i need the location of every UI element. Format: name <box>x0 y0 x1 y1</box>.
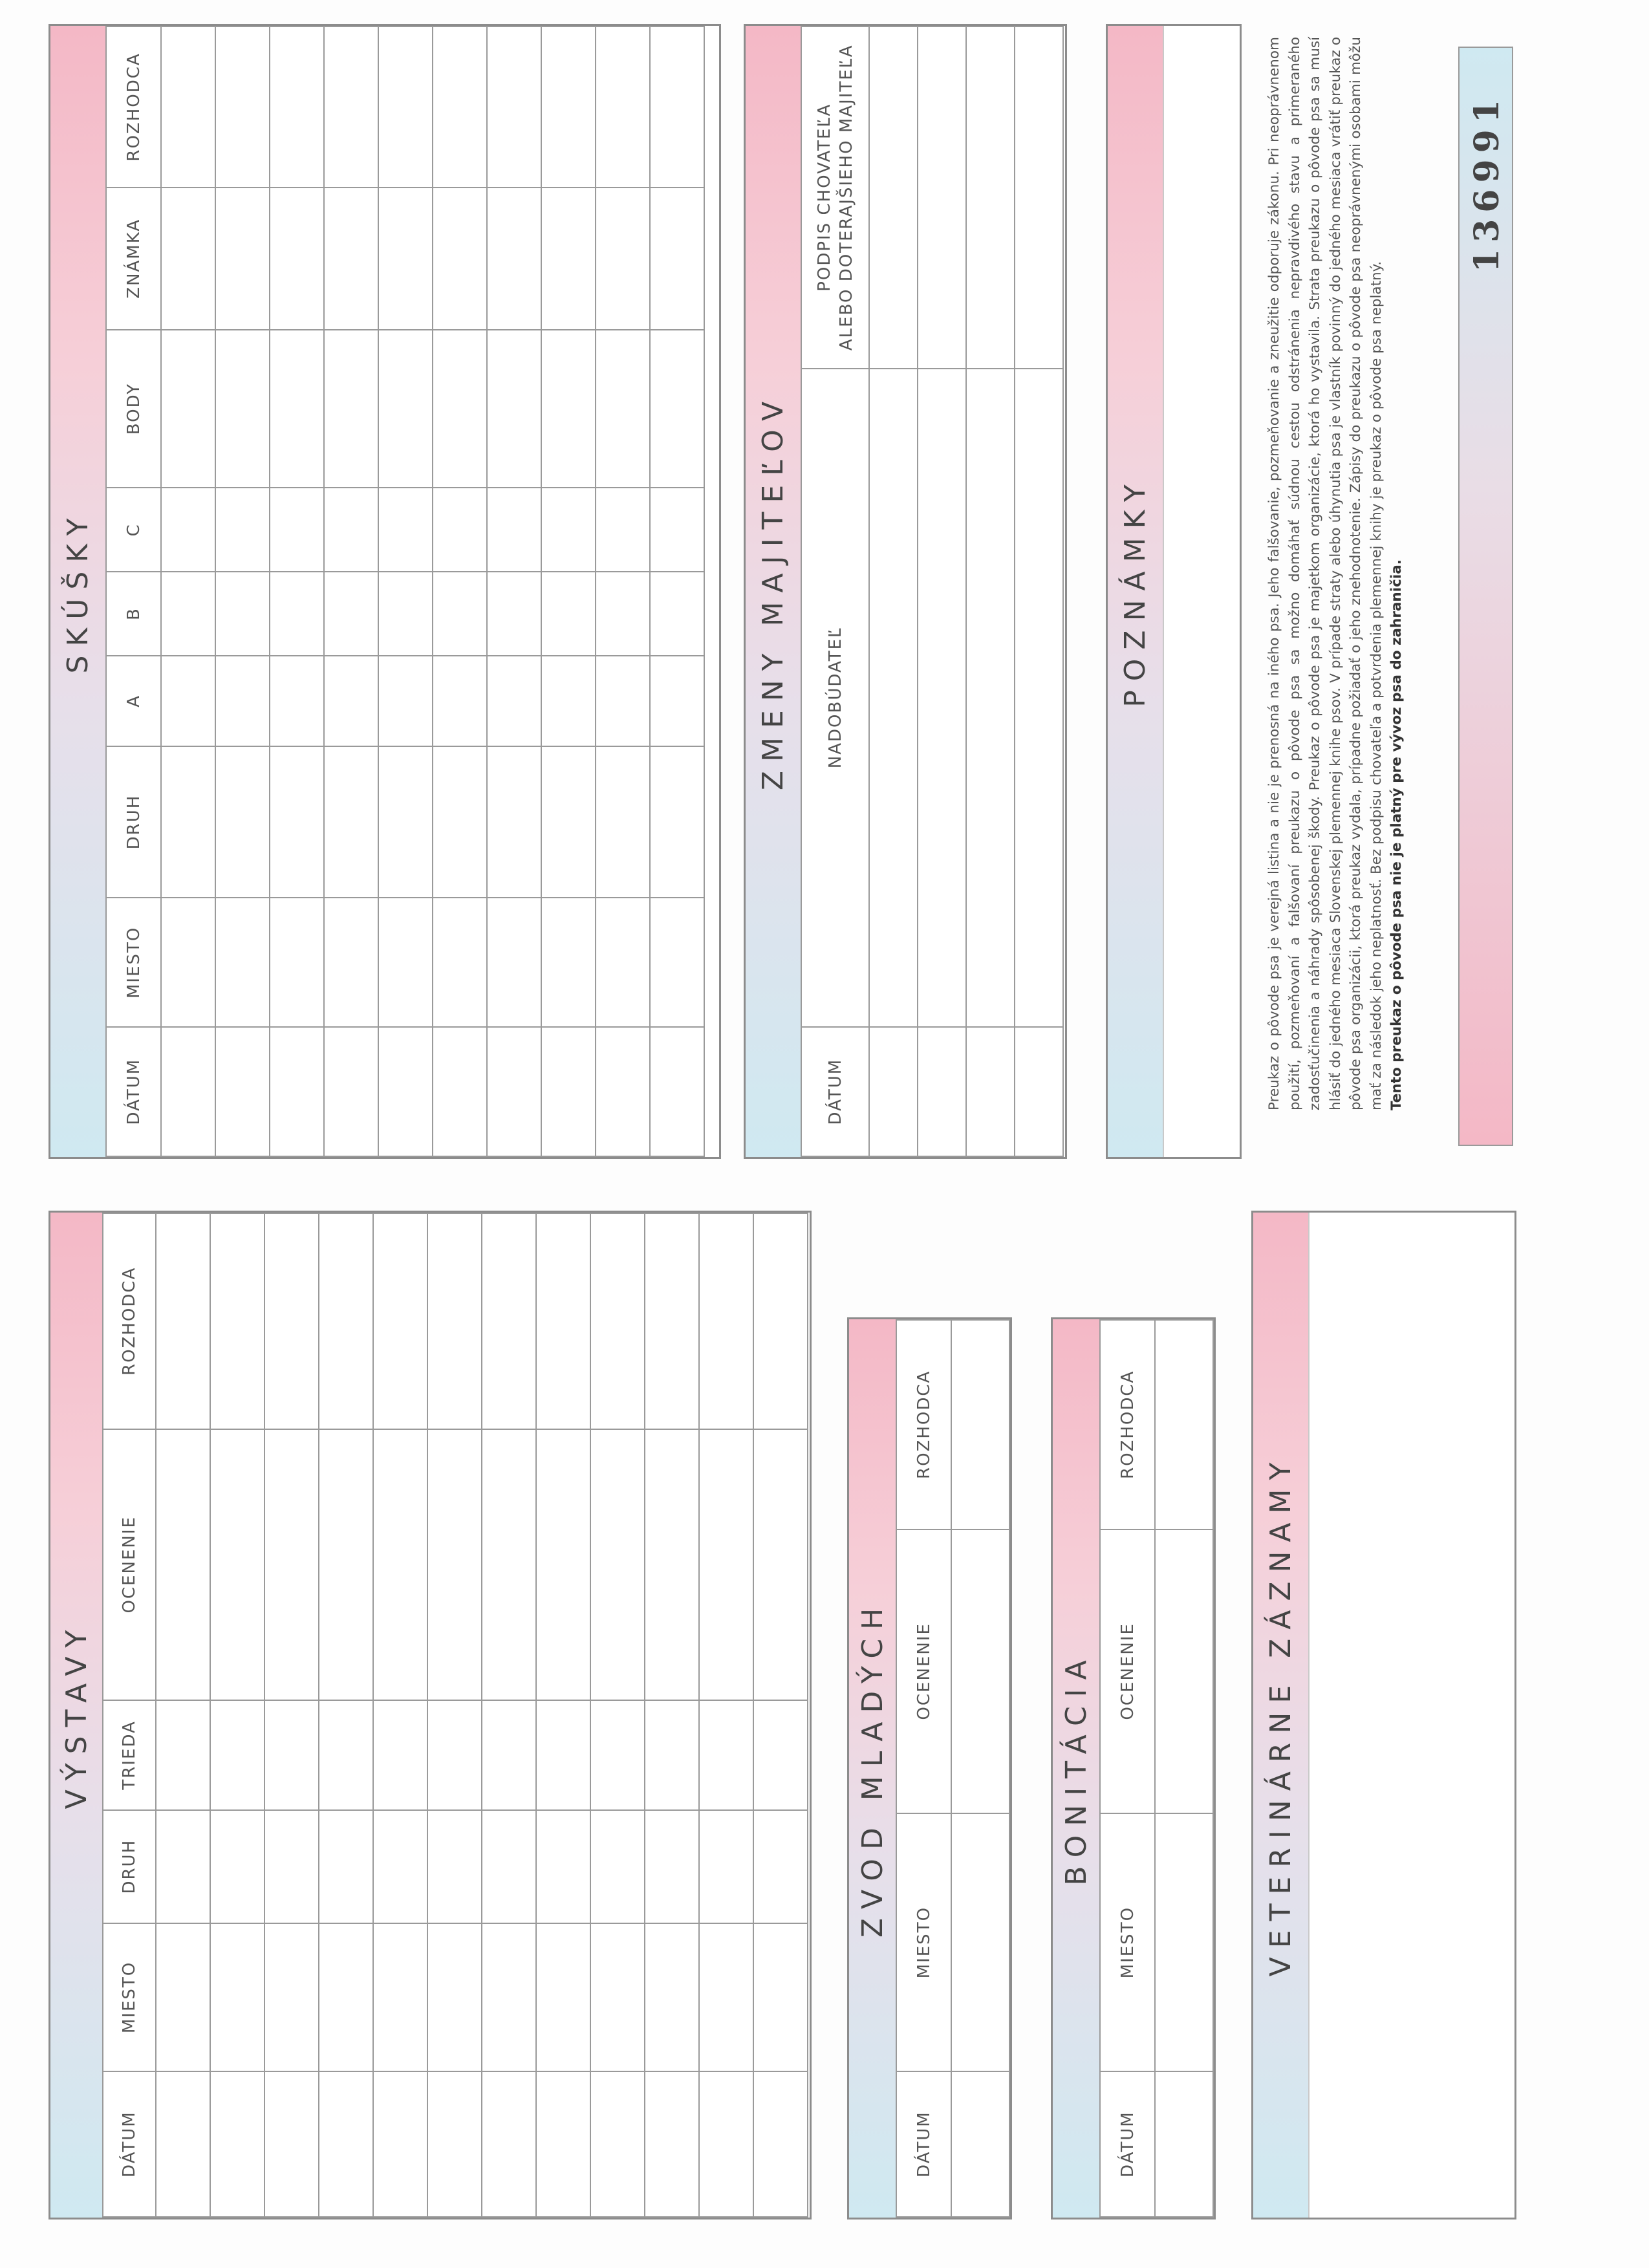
zmeny-row <box>869 27 918 1156</box>
vystavy-cell <box>210 2071 264 2217</box>
skusky-cell <box>378 1027 433 1156</box>
vystavy-row <box>427 1213 482 2217</box>
skusky-cell <box>596 1027 650 1156</box>
vystavy-cell <box>482 1700 536 1810</box>
skusky-cell <box>378 898 433 1027</box>
skusky-cell <box>161 572 215 656</box>
zvod-title: ZVOD MLADÝCH <box>856 1599 889 1938</box>
vystavy-cell <box>373 1213 427 1429</box>
zmeny-cell <box>966 1027 1015 1156</box>
skusky-cell <box>433 488 487 572</box>
zvod-section <box>847 1317 1012 2219</box>
skusky-cell <box>161 656 215 746</box>
vystavy-cell <box>536 1429 590 1700</box>
vystavy-row <box>699 1213 753 2217</box>
zmeny-cell <box>1015 369 1063 1028</box>
skusky-cell <box>487 27 541 188</box>
vystavy-cell <box>753 1213 808 1429</box>
veterinarne-section <box>1251 1211 1516 2219</box>
poznamky-title: POZNÁMKY <box>1119 475 1152 707</box>
vystavy-cell <box>699 1213 753 1429</box>
vystavy-cell <box>645 2071 699 2217</box>
skusky-cell <box>650 330 704 488</box>
vystavy-cell <box>210 1923 264 2072</box>
skusky-cell <box>541 330 596 488</box>
skusky-cell <box>487 488 541 572</box>
bonitacia-col-datum: DÁTUM <box>1100 2071 1155 2217</box>
vystavy-cell <box>645 1923 699 2072</box>
skusky-header-band <box>50 26 107 1157</box>
skusky-cell <box>270 488 324 572</box>
vystavy-cell <box>482 1429 536 1700</box>
skusky-col-rozhodca: ROZHODCA <box>106 27 161 188</box>
skusky-col-a: A <box>106 656 161 746</box>
vystavy-cell <box>590 1213 645 1429</box>
bonitacia-header-row <box>1100 1320 1155 2217</box>
vystavy-cell <box>753 2071 808 2217</box>
skusky-cell <box>324 488 378 572</box>
skusky-cell <box>487 330 541 488</box>
vystavy-col-miesto: MIESTO <box>103 1923 156 2072</box>
skusky-cell <box>161 898 215 1027</box>
vystavy-section <box>48 1211 812 2219</box>
skusky-cell <box>487 572 541 656</box>
skusky-cell <box>270 1027 324 1156</box>
veterinarne-header-band <box>1253 1213 1310 2218</box>
vystavy-row <box>373 1213 427 2217</box>
vystavy-cell <box>427 1213 482 1429</box>
skusky-row <box>378 27 433 1156</box>
vystavy-row <box>645 1213 699 2217</box>
skusky-col-b: B <box>106 572 161 656</box>
vystavy-cell <box>319 1213 373 1429</box>
skusky-row <box>541 27 596 1156</box>
skusky-cell <box>215 572 270 656</box>
bonitacia-row <box>1155 1320 1213 2217</box>
skusky-cell <box>596 572 650 656</box>
vystavy-title: VÝSTAVY <box>59 1621 93 1809</box>
serial-number: 136991 <box>1467 93 1507 273</box>
skusky-col-datum: DÁTUM <box>106 1027 161 1156</box>
vystavy-table <box>102 1213 808 2218</box>
serial-strip <box>1458 47 1513 1146</box>
skusky-row <box>596 27 650 1156</box>
bonitacia-table <box>1099 1319 1214 2218</box>
skusky-row <box>650 27 704 1156</box>
zmeny-row <box>1015 27 1063 1156</box>
skusky-cell <box>378 188 433 330</box>
vystavy-cell <box>156 2071 210 2217</box>
zvod-table <box>896 1319 1010 2218</box>
vystavy-cell <box>427 2071 482 2217</box>
poznamky-header-band <box>1108 26 1164 1157</box>
skusky-cell <box>270 27 324 188</box>
skusky-cell <box>650 656 704 746</box>
vystavy-row <box>156 1213 210 2217</box>
zmeny-cell <box>918 369 966 1028</box>
skusky-cell <box>378 27 433 188</box>
legal-notice <box>1264 37 1407 1110</box>
bonitacia-col-rozhodca: ROZHODCA <box>1100 1320 1155 1529</box>
skusky-cell <box>541 188 596 330</box>
vystavy-cell <box>427 1429 482 1700</box>
skusky-cell <box>596 330 650 488</box>
zmeny-col-nadobudatel: NADOBÚDATEĽ <box>801 369 869 1028</box>
skusky-cell <box>215 188 270 330</box>
zvod-col-miesto: MIESTO <box>896 1813 951 2071</box>
skusky-title: SKÚŠKY <box>61 509 94 674</box>
skusky-cell <box>650 1027 704 1156</box>
skusky-cell <box>324 746 378 898</box>
legal-text: Preukaz o pôvode psa je verejná listina a nie je prenosná na iného psa. Jeho falšovanie, pozmeňovanie a zneužitie odporuje zákonu. Pri neoprávnenom použití, pozmeňovaní a falšovaní preukazu o pôvode psa sa možno domáhať súdnou cestou odstránenia nepravdivého stavu a primeraného zadosťučinenia a náhrady spôsobenej škody. Preukaz o pôvode psa je majetkom organizácie, ktorá ho vystavila. Strata preukazu o pôvode psa sa musí hlásiť do jedného mesiaca Slovenskej plemennej knihe psov. V prípade straty alebo úhynutia psa je vlastník povinný do jedného mesiaca vrátiť preukaz o pôvode psa organizácii, ktorá preukaz vydala, prípadne požiadať o jeho znehodnotenie. Zápisy do preukazu o pôvode psa neoprávnenými osobami môžu mať za následok jeho neplatnosť. Bez podpisu chovateľa a potvrdenia plemennej knihy je preukaz o pôvode psa neplatný. <box>1266 37 1385 1110</box>
skusky-row <box>270 27 324 1156</box>
vystavy-cell <box>373 1700 427 1810</box>
vystavy-cell <box>536 1213 590 1429</box>
skusky-cell <box>324 898 378 1027</box>
skusky-cell <box>324 572 378 656</box>
skusky-cell <box>541 656 596 746</box>
vystavy-cell <box>482 1923 536 2072</box>
zvod-header-band <box>849 1319 897 2218</box>
vystavy-cell <box>590 2071 645 2217</box>
zmeny-table <box>801 26 1064 1157</box>
skusky-cell <box>541 572 596 656</box>
vystavy-cell <box>590 1923 645 2072</box>
vystavy-row <box>590 1213 645 2217</box>
zvod-row <box>951 1320 1009 2217</box>
skusky-cell <box>487 1027 541 1156</box>
zvod-header-row <box>896 1320 951 2217</box>
skusky-cell <box>270 572 324 656</box>
skusky-cell <box>215 330 270 488</box>
skusky-cell <box>378 746 433 898</box>
legal-bold-note: Tento preukaz o pôvode psa nie je platný pre vývoz psa do zahraničia. <box>1388 559 1405 1110</box>
bonitacia-col-miesto: MIESTO <box>1100 1813 1155 2071</box>
skusky-col-druh: DRUH <box>106 746 161 898</box>
zmeny-title: ZMENY MAJITEĽOV <box>757 392 790 791</box>
vystavy-cell <box>264 1700 319 1810</box>
skusky-cell <box>433 1027 487 1156</box>
skusky-cell <box>324 27 378 188</box>
skusky-cell <box>541 898 596 1027</box>
vystavy-header-band <box>50 1213 103 2218</box>
zmeny-cell <box>869 27 918 369</box>
poznamky-section <box>1106 24 1242 1159</box>
skusky-cell <box>487 656 541 746</box>
zmeny-cell <box>918 27 966 369</box>
zvod-col-rozhodca: ROZHODCA <box>896 1320 951 1529</box>
skusky-cell <box>215 488 270 572</box>
vystavy-cell <box>373 1923 427 2072</box>
skusky-cell <box>161 1027 215 1156</box>
skusky-cell <box>324 656 378 746</box>
skusky-cell <box>433 656 487 746</box>
zvod-col-datum: DÁTUM <box>896 2071 951 2217</box>
vystavy-cell <box>699 1429 753 1700</box>
veterinarne-title: VETERINÁRNE ZÁZNAMY <box>1264 1453 1297 1977</box>
zmeny-header-row <box>801 27 869 1156</box>
zmeny-cell <box>869 1027 918 1156</box>
vystavy-cell <box>590 1700 645 1810</box>
bonitacia-col-ocenenie: OCENENIE <box>1100 1529 1155 1813</box>
skusky-cell <box>378 656 433 746</box>
bonitacia-title: BONITÁCIA <box>1059 1651 1093 1886</box>
zmeny-cell <box>1015 27 1063 369</box>
vystavy-cell <box>156 1429 210 1700</box>
skusky-cell <box>596 188 650 330</box>
vystavy-cell <box>753 1923 808 2072</box>
vystavy-cell <box>427 1923 482 2072</box>
vystavy-cell <box>373 2071 427 2217</box>
skusky-cell <box>161 188 215 330</box>
skusky-row <box>215 27 270 1156</box>
vystavy-cell <box>319 2071 373 2217</box>
zmeny-cell <box>1015 1027 1063 1156</box>
vystavy-cell <box>753 1700 808 1810</box>
vystavy-cell <box>264 1810 319 1923</box>
vystavy-cell <box>319 1700 373 1810</box>
skusky-cell <box>270 898 324 1027</box>
vystavy-row <box>319 1213 373 2217</box>
vystavy-cell <box>645 1810 699 1923</box>
vystavy-cell <box>427 1810 482 1923</box>
vystavy-col-datum: DÁTUM <box>103 2071 156 2217</box>
zmeny-col-podpis <box>801 27 869 369</box>
skusky-cell <box>215 656 270 746</box>
vystavy-row <box>264 1213 319 2217</box>
skusky-cell <box>215 1027 270 1156</box>
skusky-cell <box>650 188 704 330</box>
skusky-cell <box>378 330 433 488</box>
vystavy-cell <box>699 2071 753 2217</box>
skusky-cell <box>161 746 215 898</box>
vystavy-cell <box>536 1700 590 1810</box>
skusky-cell <box>270 330 324 488</box>
vystavy-cell <box>590 1429 645 1700</box>
vystavy-cell <box>699 1923 753 2072</box>
skusky-cell <box>596 656 650 746</box>
vystavy-cell <box>210 1810 264 1923</box>
skusky-cell <box>433 572 487 656</box>
vystavy-cell <box>319 1429 373 1700</box>
vystavy-cell <box>536 2071 590 2217</box>
skusky-cell <box>270 656 324 746</box>
vystavy-cell <box>210 1213 264 1429</box>
vystavy-cell <box>373 1810 427 1923</box>
skusky-cell <box>541 488 596 572</box>
vystavy-cell <box>482 1810 536 1923</box>
zmeny-cell <box>966 27 1015 369</box>
skusky-cell <box>270 746 324 898</box>
vystavy-cell <box>264 1213 319 1429</box>
vystavy-cell <box>156 1213 210 1429</box>
zmeny-section <box>744 24 1067 1159</box>
skusky-row <box>487 27 541 1156</box>
vystavy-cell <box>536 1810 590 1923</box>
vystavy-cell <box>427 1700 482 1810</box>
vystavy-cell <box>699 1810 753 1923</box>
zmeny-cell <box>918 1027 966 1156</box>
zmeny-header-band <box>746 26 802 1157</box>
vystavy-cell <box>753 1429 808 1700</box>
skusky-row <box>433 27 487 1156</box>
skusky-cell <box>596 27 650 188</box>
vystavy-cell <box>319 1923 373 2072</box>
skusky-cell <box>324 1027 378 1156</box>
vystavy-col-ocenenie: OCENENIE <box>103 1429 156 1700</box>
skusky-cell <box>541 746 596 898</box>
bonitacia-header-band <box>1053 1319 1101 2218</box>
vystavy-cell <box>590 1810 645 1923</box>
vystavy-cell <box>210 1429 264 1700</box>
vystavy-cell <box>645 1213 699 1429</box>
skusky-cell <box>433 27 487 188</box>
vystavy-cell <box>645 1429 699 1700</box>
skusky-cell <box>596 898 650 1027</box>
vystavy-header-row <box>103 1213 156 2217</box>
skusky-cell <box>378 488 433 572</box>
vystavy-cell <box>210 1700 264 1810</box>
vystavy-cell <box>482 1213 536 1429</box>
skusky-row <box>324 27 378 1156</box>
skusky-section <box>48 24 721 1159</box>
skusky-row <box>161 27 215 1156</box>
skusky-table <box>105 26 705 1157</box>
skusky-cell <box>161 330 215 488</box>
skusky-cell <box>270 188 324 330</box>
vystavy-cell <box>264 2071 319 2217</box>
vystavy-cell <box>645 1700 699 1810</box>
skusky-cell <box>596 746 650 898</box>
vystavy-cell <box>319 1810 373 1923</box>
skusky-cell <box>433 898 487 1027</box>
skusky-cell <box>433 746 487 898</box>
vystavy-cell <box>753 1810 808 1923</box>
zmeny-cell <box>869 369 918 1028</box>
skusky-cell <box>324 330 378 488</box>
skusky-cell <box>487 746 541 898</box>
skusky-header-row <box>106 27 161 1156</box>
skusky-cell <box>596 488 650 572</box>
skusky-cell <box>487 188 541 330</box>
vystavy-col-trieda: TRIEDA <box>103 1700 156 1810</box>
vystavy-col-rozhodca: ROZHODCA <box>103 1213 156 1429</box>
skusky-cell <box>378 572 433 656</box>
vystavy-cell <box>482 2071 536 2217</box>
vystavy-cell <box>156 1700 210 1810</box>
zmeny-row <box>966 27 1015 1156</box>
vystavy-cell <box>264 1429 319 1700</box>
vystavy-row <box>210 1213 264 2217</box>
vystavy-cell <box>373 1429 427 1700</box>
skusky-cell <box>215 746 270 898</box>
skusky-cell <box>650 746 704 898</box>
zmeny-cell <box>966 369 1015 1028</box>
skusky-col-znamka: ZNÁMKA <box>106 188 161 330</box>
skusky-col-body: BODY <box>106 330 161 488</box>
vystavy-cell <box>264 1923 319 2072</box>
skusky-cell <box>487 898 541 1027</box>
skusky-cell <box>215 27 270 188</box>
vystavy-cell <box>536 1923 590 2072</box>
vystavy-row <box>753 1213 808 2217</box>
skusky-col-miesto: MIESTO <box>106 898 161 1027</box>
skusky-cell <box>650 27 704 188</box>
skusky-cell <box>650 572 704 656</box>
skusky-cell <box>324 188 378 330</box>
vystavy-cell <box>156 1810 210 1923</box>
skusky-cell <box>433 188 487 330</box>
skusky-cell <box>433 330 487 488</box>
skusky-cell <box>650 488 704 572</box>
zvod-col-ocenenie: OCENENIE <box>896 1529 951 1813</box>
skusky-cell <box>161 27 215 188</box>
skusky-col-c: C <box>106 488 161 572</box>
skusky-cell <box>650 898 704 1027</box>
skusky-cell <box>541 27 596 188</box>
vystavy-col-druh: DRUH <box>103 1810 156 1923</box>
zmeny-col-podpis-line1: PODPIS CHOVATEĽA <box>814 103 834 292</box>
skusky-cell <box>215 898 270 1027</box>
zmeny-row <box>918 27 966 1156</box>
vystavy-row <box>536 1213 590 2217</box>
skusky-cell <box>161 488 215 572</box>
vystavy-cell <box>699 1700 753 1810</box>
bonitacia-section <box>1051 1317 1216 2219</box>
zmeny-col-podpis-line2: ALEBO DOTERAJŠIEHO MAJITEĽA <box>836 44 856 351</box>
vystavy-cell <box>156 1923 210 2072</box>
zmeny-col-datum: DÁTUM <box>801 1027 869 1156</box>
vystavy-row <box>482 1213 536 2217</box>
skusky-cell <box>541 1027 596 1156</box>
